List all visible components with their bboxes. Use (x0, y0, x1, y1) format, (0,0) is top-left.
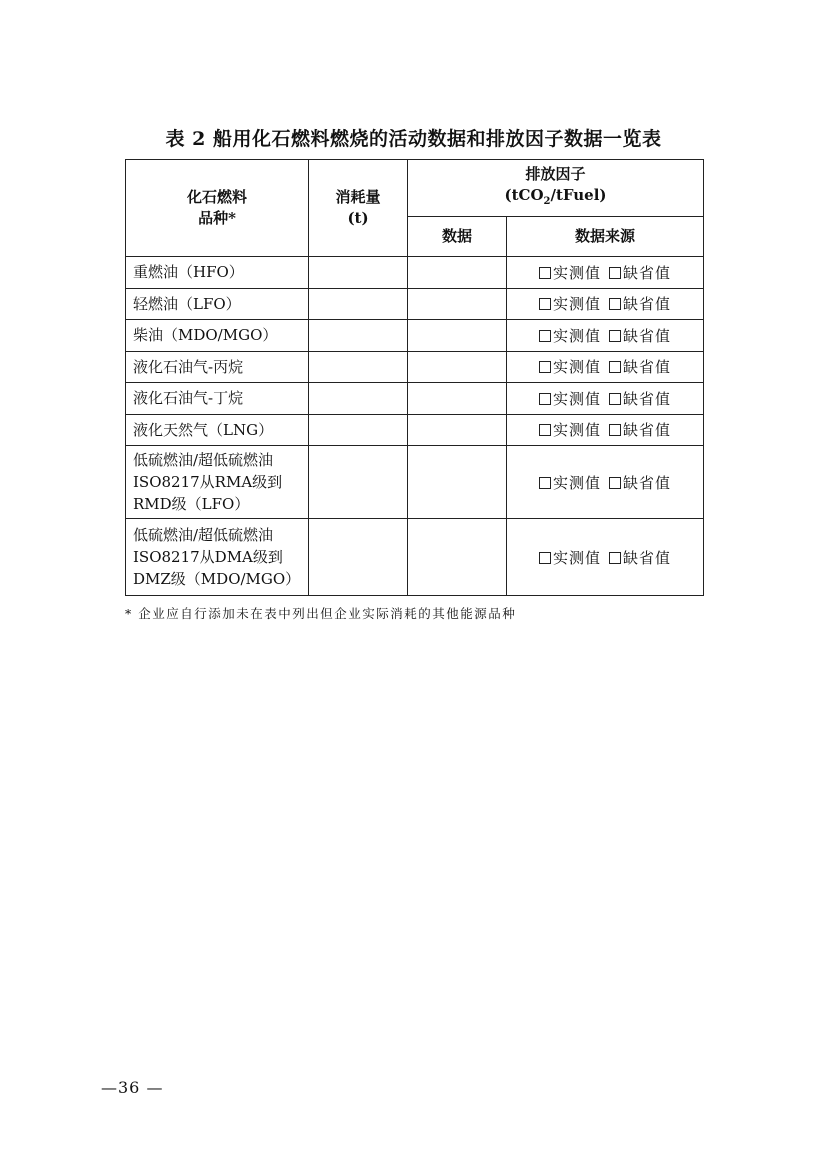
fuel-name-line: 低硫燃油/超低硫燃油 (133, 451, 274, 469)
header-consumption-line1: 消耗量 (335, 188, 381, 206)
default-checkbox[interactable] (609, 424, 621, 436)
default-label: 缺省值 (623, 326, 672, 345)
consumption-cell[interactable] (309, 414, 408, 446)
data-source-cell (507, 320, 704, 352)
fuel-name-cell (126, 351, 309, 383)
fuel-name-cell (126, 288, 309, 320)
header-emission-factor (408, 160, 704, 217)
fuel-name-line: 重燃油（HFO） (133, 263, 244, 282)
data-source-cell (507, 383, 704, 415)
consumption-cell[interactable] (309, 351, 408, 383)
measured-checkbox[interactable] (539, 552, 551, 564)
table-row (126, 320, 704, 352)
unit-subscript: 2 (543, 196, 551, 207)
page-title: 表 2 船用化石燃料燃烧的活动数据和排放因子数据一览表 (165, 128, 662, 150)
fuel-name-line: 轻燃油（LFO） (133, 294, 241, 313)
measured-label: 实测值 (552, 358, 601, 377)
data-source-cell (507, 288, 704, 320)
default-checkbox[interactable] (609, 298, 621, 310)
default-label: 缺省值 (623, 421, 672, 440)
fuel-emission-table (125, 159, 704, 596)
fuel-name-line: 低硫燃油/超低硫燃油 (133, 526, 274, 544)
emission-data-cell[interactable] (408, 320, 507, 352)
header-consumption-line2: (t) (347, 209, 369, 227)
header-fuel-type-line2: 品种* (198, 209, 236, 227)
consumption-cell[interactable] (309, 320, 408, 352)
footnote: * 企业应自行添加未在表中列出但企业实际消耗的其他能源品种 (125, 606, 517, 621)
header-consumption (309, 160, 408, 257)
measured-checkbox[interactable] (539, 361, 551, 373)
unit-suffix: /tFuel) (550, 186, 607, 204)
header-emission-factor-unit (415, 185, 696, 212)
default-label: 缺省值 (623, 548, 672, 567)
measured-checkbox[interactable] (539, 477, 551, 489)
default-label: 缺省值 (623, 389, 672, 408)
header-data-source: 数据来源 (507, 217, 704, 257)
header-data: 数据 (408, 217, 507, 257)
fuel-name-line: 液化石油气-丙烷 (133, 357, 244, 376)
fuel-name-line: DMZ级（MDO/MGO） (133, 570, 301, 588)
measured-label: 实测值 (552, 326, 601, 345)
consumption-cell[interactable] (309, 383, 408, 415)
data-source-cell (507, 446, 704, 519)
measured-label: 实测值 (552, 389, 601, 408)
default-label: 缺省值 (623, 295, 672, 314)
fuel-name-line: 液化石油气-丁烷 (133, 389, 244, 408)
unit-prefix: (tCO (504, 186, 544, 204)
fuel-name-cell (126, 257, 309, 289)
fuel-name-cell (126, 383, 309, 415)
data-source-cell (507, 351, 704, 383)
consumption-cell[interactable] (309, 446, 408, 519)
default-label: 缺省值 (623, 473, 672, 492)
emission-data-cell[interactable] (408, 519, 507, 596)
data-source-cell (507, 257, 704, 289)
emission-data-cell[interactable] (408, 383, 507, 415)
measured-checkbox[interactable] (539, 424, 551, 436)
header-fuel-type (126, 160, 309, 257)
measured-checkbox[interactable] (539, 330, 551, 342)
default-label: 缺省值 (623, 263, 672, 282)
fuel-name-cell (126, 519, 309, 596)
default-checkbox[interactable] (609, 330, 621, 342)
default-checkbox[interactable] (609, 393, 621, 405)
default-checkbox[interactable] (609, 552, 621, 564)
table-row (126, 519, 704, 596)
fuel-name-line: ISO8217从DMA级到 (133, 548, 283, 566)
measured-label: 实测值 (552, 473, 601, 492)
table-row (126, 446, 704, 519)
default-checkbox[interactable] (609, 477, 621, 489)
fuel-name-line: RMD级（LFO） (133, 495, 250, 513)
emission-data-cell[interactable] (408, 351, 507, 383)
measured-label: 实测值 (552, 548, 601, 567)
fuel-name-line: 液化天然气（LNG） (133, 420, 274, 439)
header-emission-factor-line1: 排放因子 (525, 165, 586, 183)
table-row (126, 257, 704, 289)
page-number: —36 — (101, 1078, 164, 1097)
table-row (126, 288, 704, 320)
measured-checkbox[interactable] (539, 393, 551, 405)
measured-checkbox[interactable] (539, 298, 551, 310)
default-checkbox[interactable] (609, 267, 621, 279)
measured-label: 实测值 (552, 263, 601, 282)
consumption-cell[interactable] (309, 519, 408, 596)
emission-data-cell[interactable] (408, 257, 507, 289)
table-row (126, 351, 704, 383)
data-source-cell (507, 519, 704, 596)
data-source-cell (507, 414, 704, 446)
fuel-name-line: 柴油（MDO/MGO） (133, 326, 278, 345)
fuel-name-cell (126, 446, 309, 519)
consumption-cell[interactable] (309, 257, 408, 289)
fuel-name-cell (126, 320, 309, 352)
table-row (126, 383, 704, 415)
measured-label: 实测值 (552, 295, 601, 314)
default-label: 缺省值 (623, 358, 672, 377)
measured-label: 实测值 (552, 421, 601, 440)
emission-data-cell[interactable] (408, 446, 507, 519)
default-checkbox[interactable] (609, 361, 621, 373)
emission-data-cell[interactable] (408, 288, 507, 320)
measured-checkbox[interactable] (539, 267, 551, 279)
header-fuel-type-line1: 化石燃料 (186, 188, 247, 206)
emission-data-cell[interactable] (408, 414, 507, 446)
fuel-name-line: ISO8217从RMA级到 (133, 473, 283, 491)
fuel-name-cell (126, 414, 309, 446)
consumption-cell[interactable] (309, 288, 408, 320)
table-row (126, 414, 704, 446)
